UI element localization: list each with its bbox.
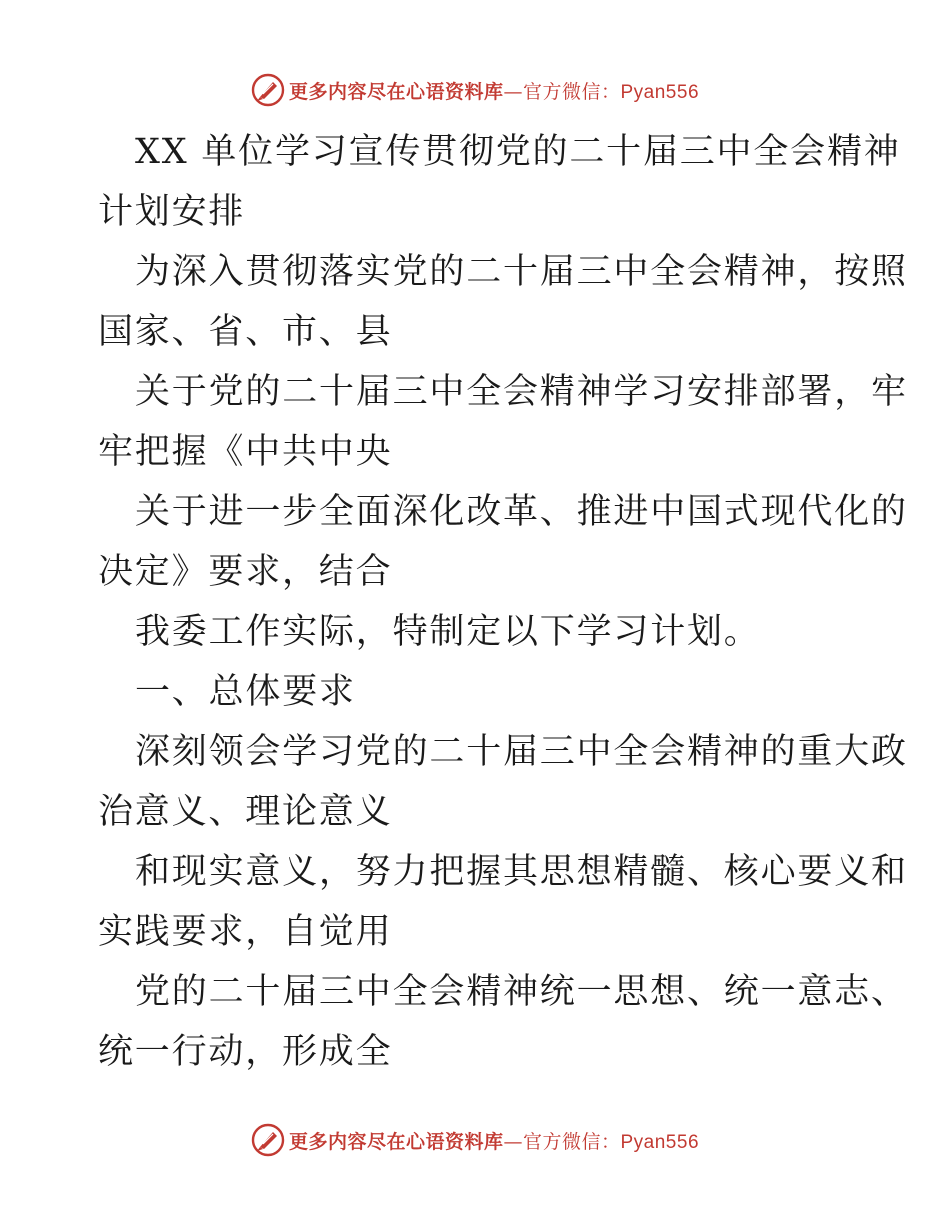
banner-label: 官方微信： (522, 1130, 621, 1153)
paragraph (98, 722, 908, 842)
text-line: 统一行动，形成全 (98, 1032, 393, 1072)
text-line: 为深入贯彻落实党的二十届三中全会精神，按照 (135, 252, 908, 292)
text-line: 治意义、理论意义 (98, 792, 393, 832)
fountain-pen-logo-icon (251, 73, 285, 107)
text-line: 牢把握《中共中央 (98, 432, 393, 472)
fountain-pen-logo-icon (251, 1123, 285, 1157)
text-line: 关于党的二十届三中全会精神学习安排部署，牢 (135, 372, 908, 412)
text-line: 计划安排 (98, 192, 246, 232)
paragraph (98, 962, 908, 1082)
text-line: 和现实意义，努力把握其思想精髓、核心要义和 (135, 852, 908, 892)
banner-brand: 更多内容尽在心语资料库 (288, 80, 504, 103)
paragraph (98, 662, 858, 722)
banner-brand: 更多内容尽在心语资料库 (288, 1130, 504, 1153)
text-line: 党的二十届三中全会精神统一思想、统一意志、 (135, 972, 908, 1012)
text-line: 深刻领会学习党的二十届三中全会精神的重大政 (135, 732, 908, 772)
banner-wechat-id: Pyan556 (620, 81, 700, 103)
paragraph (98, 242, 908, 362)
header-watermark-banner (0, 70, 950, 110)
text-line: XX 单位学习宣传贯彻党的二十届三中全会精神 (135, 132, 901, 172)
footer-watermark-banner (0, 1120, 950, 1160)
paragraph (98, 122, 901, 242)
text-line: 我委工作实际，特制定以下学习计划。 (135, 612, 761, 652)
text-line: 决定》要求，结合 (98, 552, 393, 592)
banner-text (289, 1127, 699, 1154)
paragraph (98, 482, 908, 602)
document-body (98, 122, 908, 1082)
banner-dash: — (503, 80, 523, 103)
text-line: 国家、省、市、县 (98, 312, 393, 352)
paragraph (98, 842, 908, 962)
paragraph (98, 362, 908, 482)
text-line: 实践要求，自觉用 (98, 912, 393, 952)
banner-dash: — (503, 1130, 523, 1153)
banner-label: 官方微信： (522, 80, 621, 103)
text-line: 关于进一步全面深化改革、推进中国式现代化的 (135, 492, 908, 532)
paragraph (98, 602, 858, 662)
banner-text (289, 77, 699, 104)
banner-wechat-id: Pyan556 (620, 1131, 700, 1153)
text-line: 一、总体要求 (135, 672, 356, 712)
